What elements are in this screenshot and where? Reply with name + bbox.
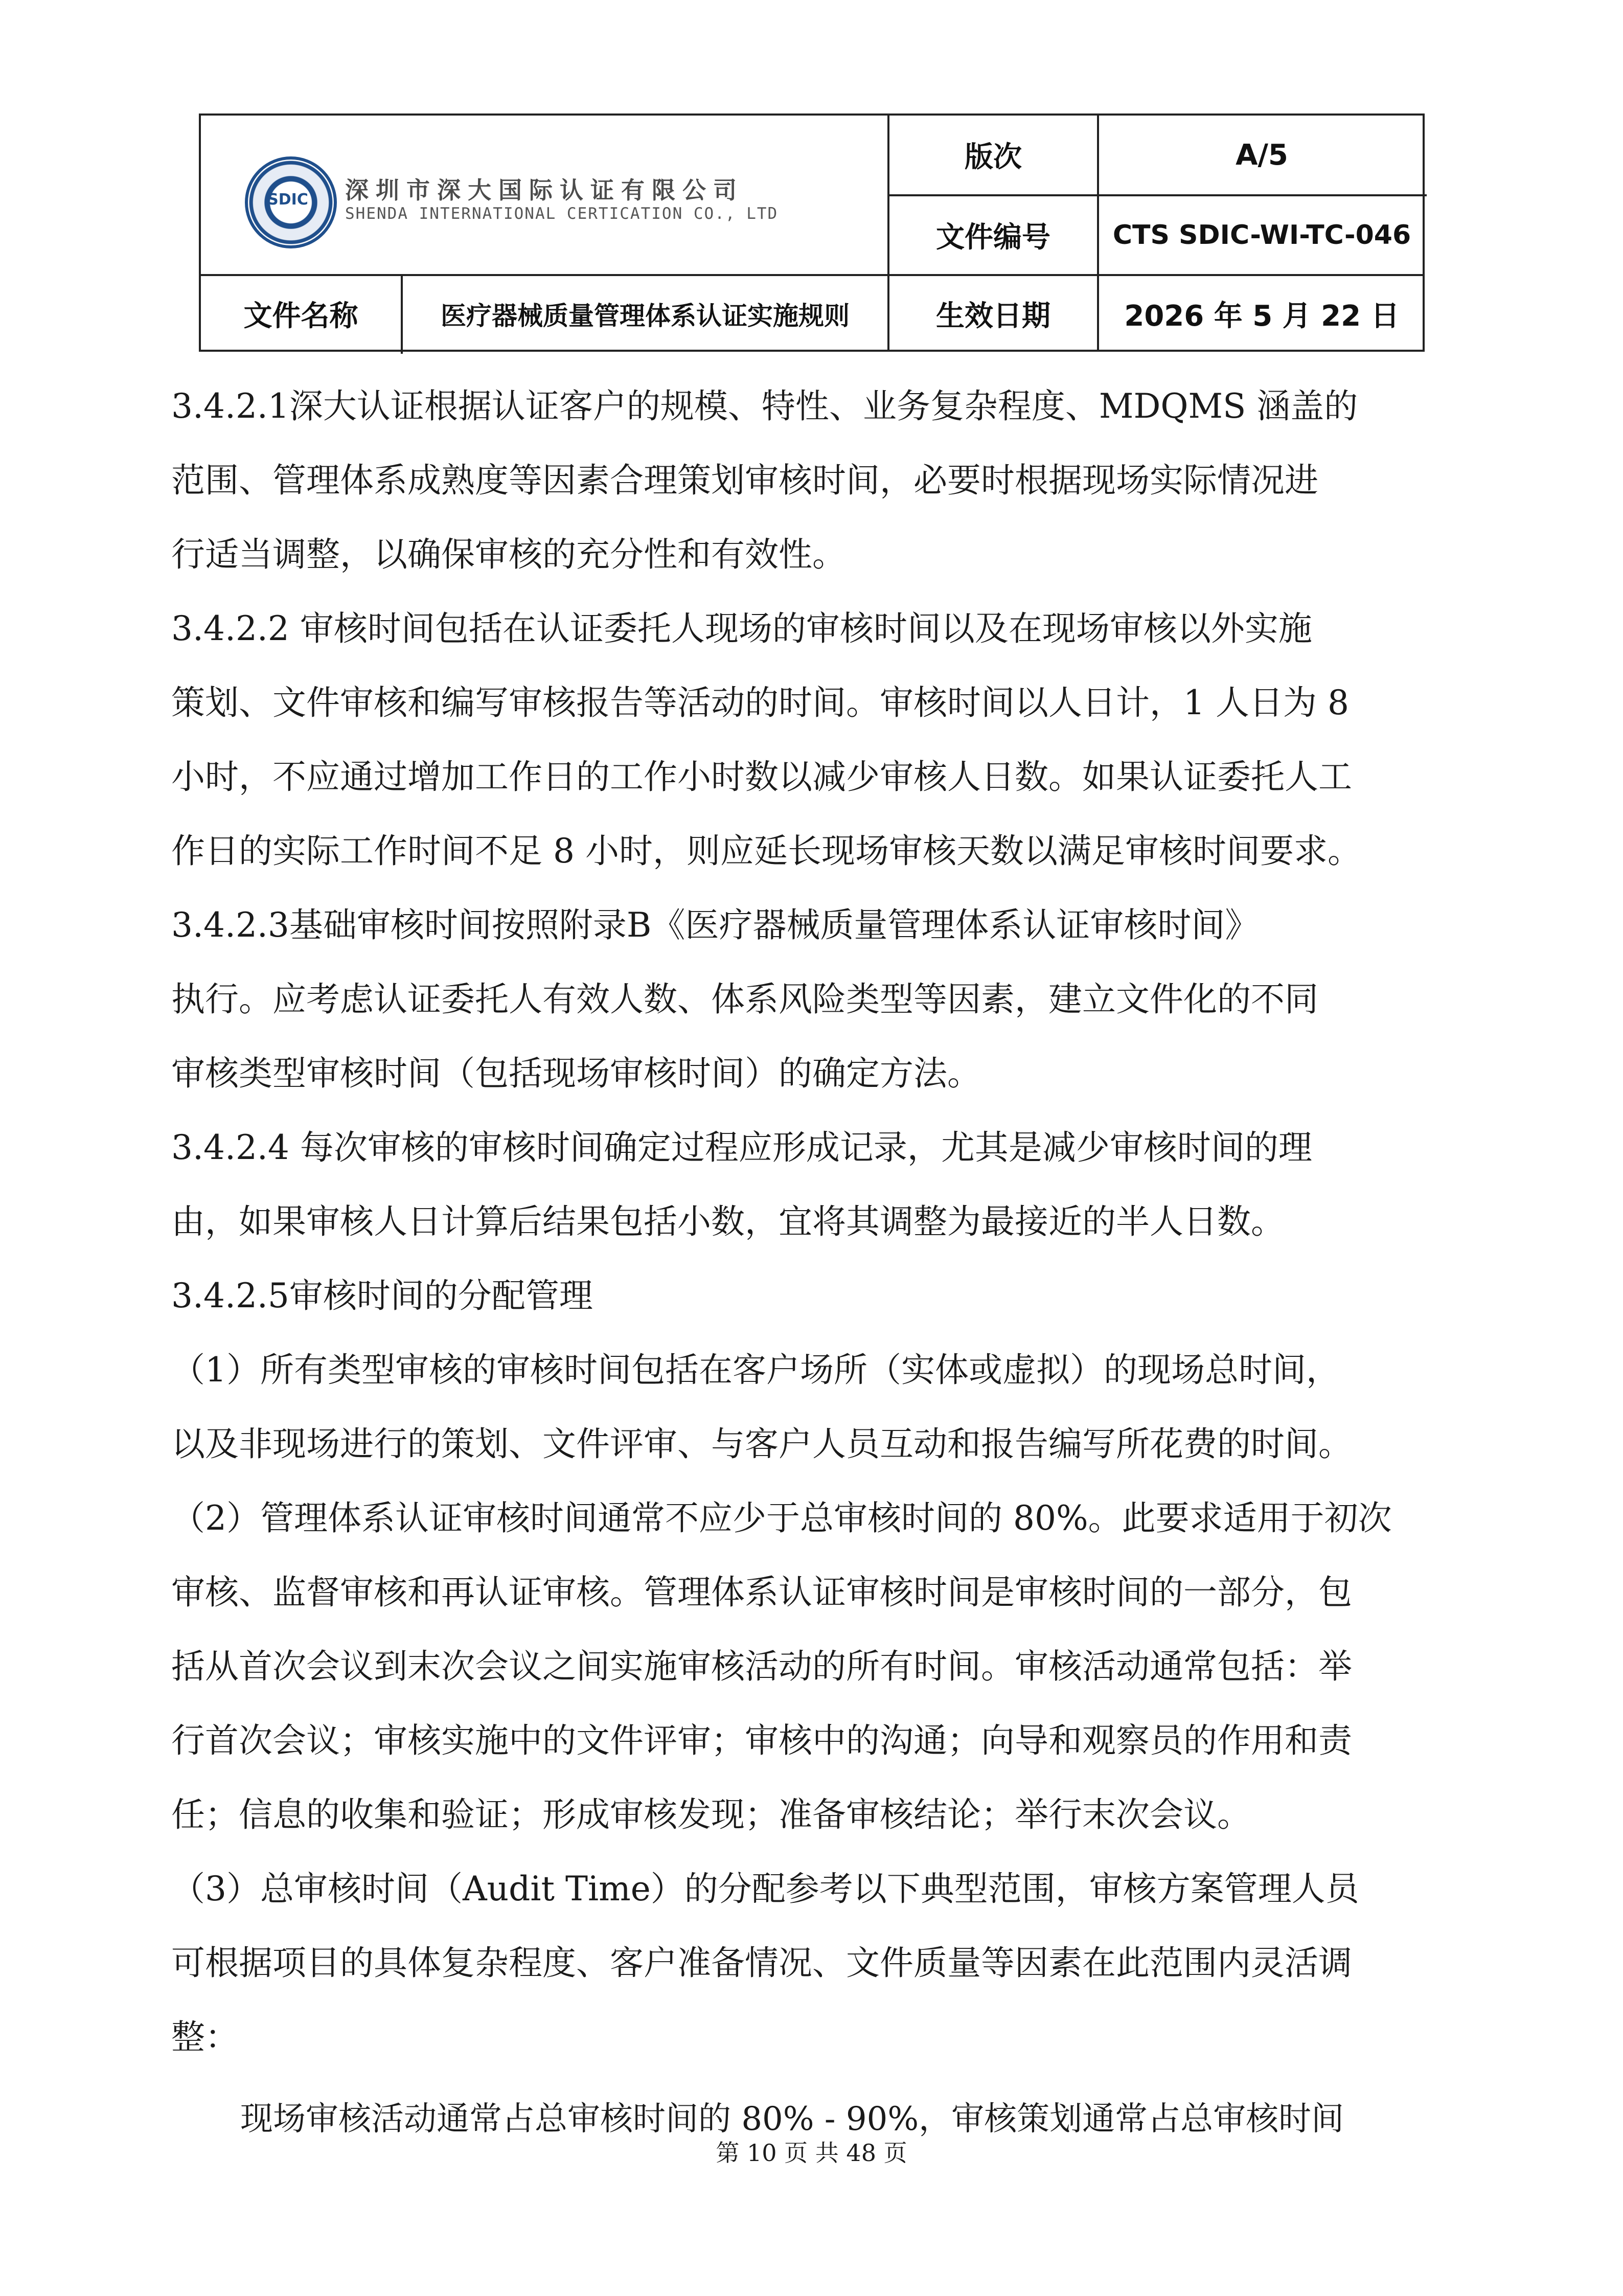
body-line: 策划、文件审核和编写审核报告等活动的时间。审核时间以人日计，1 人日为 8: [171, 683, 1349, 722]
body-line: 范围、管理体系成熟度等因素合理策划审核时间，必要时根据现场实际情况进: [171, 461, 1318, 500]
body-line: 3.4.2.1深大认证根据认证客户的规模、特性、业务复杂程度、MDQMS 涵盖的: [171, 387, 1358, 426]
body-line: 行首次会议；审核实施中的文件评审；审核中的沟通；向导和观察员的作用和责: [171, 1721, 1352, 1760]
edition-label: 版次: [965, 141, 1022, 174]
document-header-table: [199, 113, 1425, 352]
body-line: 执行。应考虑认证委托人有效人数、体系风险类型等因素，建立文件化的不同: [171, 980, 1318, 1019]
doc-number-label: 文件编号: [936, 221, 1050, 254]
doc-name-value: 医疗器械质量管理体系认证实施规则: [441, 301, 850, 331]
body-line: 3.4.2.4 每次审核的审核时间确定过程应形成记录，尤其是减少审核时间的理: [171, 1128, 1312, 1167]
seal-label: SDIC: [267, 190, 308, 209]
body-line-last: 现场审核活动通常占总审核时间的 80% - 90%，审核策划通常占总审核时间: [240, 2100, 1344, 2138]
body-line: （2）管理体系认证审核时间通常不应少于总审核时间的 80%。此要求适用于初次: [171, 1498, 1392, 1538]
body-line: 审核、监督审核和再认证审核。管理体系认证审核时间是审核时间的一部分，包: [171, 1573, 1352, 1612]
body-line: 3.4.2.5审核时间的分配管理: [171, 1276, 593, 1315]
effective-date-label: 生效日期: [936, 300, 1050, 333]
body-line: 3.4.2.2 审核时间包括在认证委托人现场的审核时间以及在现场审核以外实施: [171, 609, 1312, 648]
body-line: 作日的实际工作时间不足 8 小时，则应延长现场审核天数以满足审核时间要求。: [171, 831, 1361, 871]
body-line: 审核类型审核时间（包括现场审核时间）的确定方法。: [171, 1054, 981, 1093]
body-line: （1）所有类型审核的审核时间包括在客户场所（实体或虚拟）的现场总时间，: [171, 1350, 1340, 1390]
body-line: （3）总审核时间（Audit Time）的分配参考以下典型范围，审核方案管理人员: [171, 1869, 1359, 1908]
page-number: 第 10 页 共 48 页: [716, 2139, 907, 2167]
company-name-cn: 深圳市深大国际认证有限公司: [345, 176, 744, 204]
body-line: 行适当调整，以确保审核的充分性和有效性。: [171, 535, 846, 574]
company-name-en: SHENDA INTERNATIONAL CERTICATION CO., LTD: [345, 204, 779, 223]
doc-name-label: 文件名称: [243, 300, 358, 333]
effective-date-value: 2026 年 5 月 22 日: [1124, 300, 1400, 333]
body-line: 以及非现场进行的策划、文件评审、与客户人员互动和报告编写所花费的时间。: [171, 1424, 1352, 1464]
body-line: 括从首次会议到末次会议之间实施审核活动的所有时间。审核活动通常包括：举: [171, 1647, 1352, 1686]
body-line: 小时，不应通过增加工作日的工作小时数以减少审核人日数。如果认证委托人工: [171, 757, 1352, 797]
body-line: 3.4.2.3基础审核时间按照附录B《医疗器械质量管理体系认证审核时间》: [171, 905, 1259, 945]
doc-number-value: CTS SDIC-WI-TC-046: [1112, 220, 1411, 251]
body-line: 整：: [171, 2017, 239, 2057]
body-line: 可根据项目的具体复杂程度、客户准备情况、文件质量等因素在此范围内灵活调: [171, 1943, 1352, 1983]
body-line: 由，如果审核人日计算后结果包括小数，宜将其调整为最接近的半人日数。: [171, 1202, 1285, 1241]
body-line: 任；信息的收集和验证；形成审核发现；准备审核结论；举行末次会议。: [171, 1795, 1251, 1834]
edition-value: A/5: [1236, 138, 1288, 172]
